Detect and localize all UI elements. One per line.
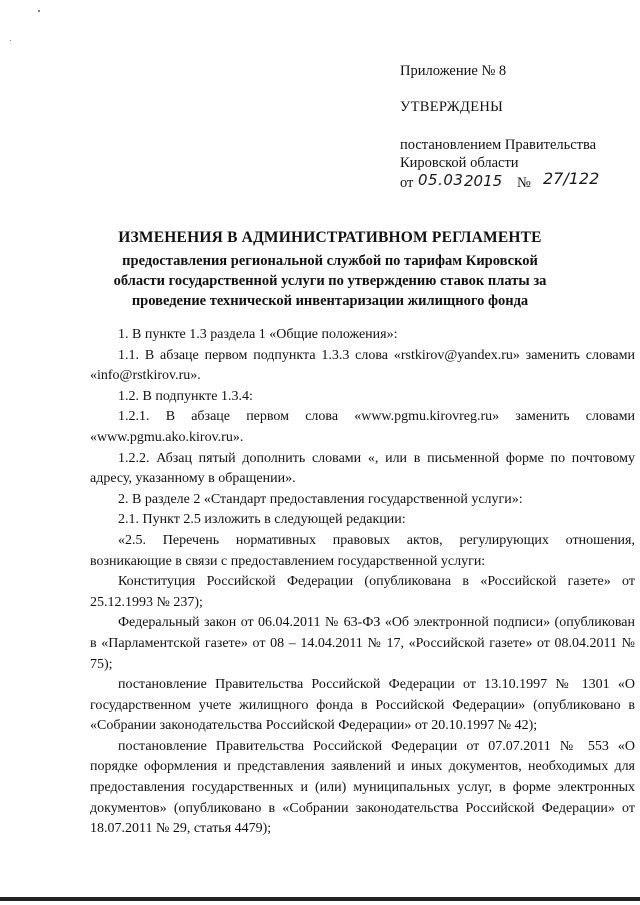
paragraph: Федеральный закон от 06.04.2011 № 63-ФЗ «Об электронной подписи» (опубликован в «Парламентской газете» от 08 – 14.04.2011 № 17, «Российской газете» от 08.04.2011 № 75); — [90, 615, 635, 672]
paragraph: постановление Правительства Российской Федерации от 07.07.2011 № 553 «О порядке оформления и представления заявлений и иных документов, необходимых для предоставления государственных и (или) муниципальных услуг, в форме электронных документов» (опубликовано в «Собрании законодательства Российской Федерации» от 18.07.2011 № 29, статья 4479); — [90, 738, 635, 837]
paragraph: 1.1. В абзаце первом подпункта 1.3.3 слова «rstkirov@yandex.ru» заменить словами «info@rstkirov.ru». — [90, 347, 635, 384]
appendix-number: Приложение № 8 — [400, 63, 507, 79]
title-main: ИЗМЕНЕНИЯ В АДМИНИСТРАТИВНОМ РЕГЛАМЕНТЕ — [118, 229, 542, 246]
paragraph: 1. В пункте 1.3 раздела 1 «Общие положения»: — [118, 327, 398, 342]
paragraph: постановление Правительства Российской Федерации от 13.10.1997 № 1301 «О государственном учете жилищного фонда в Российской Федерации» (опубликовано в «Собрании законодательства Российской Федерации» от 20.10.1997 № 42); — [90, 677, 635, 734]
number-prefix: № — [517, 175, 531, 191]
date-prefix: от — [400, 175, 414, 191]
paragraph: 2.1. Пункт 2.5 изложить в следующей редакции: — [118, 512, 406, 528]
scan-speck — [10, 40, 11, 41]
document-body — [90, 325, 635, 840]
handwritten-date: 05.03 — [418, 171, 464, 189]
paragraph: «2.5. Перечень нормативных правовых актов, регулирующих отношения, возникающие в связи с предоставлением государственной услуги: — [90, 532, 635, 569]
handwritten-number: 27/122 — [543, 169, 600, 188]
paragraph: 2. В разделе 2 «Стандарт предоставления государственной услуги»: — [118, 491, 523, 507]
paragraph: 1.2.1. В абзаце первом слова «www.pgmu.kirovreg.ru» заменить словами «www.pgmu.ako.kirov.ru». — [90, 409, 635, 445]
paragraph: 1.2. В подпункте 1.3.4: — [118, 388, 253, 404]
decree-line-2: Кировской области — [400, 155, 519, 171]
approved-label: УТВЕРЖДЕНЫ — [400, 99, 504, 115]
decree-date-number — [400, 169, 630, 194]
decree-line-1: постановлением Правительства — [400, 137, 597, 153]
paragraph: 1.2.2. Абзац пятый дополнить словами «, или в письменной форме по почтовому адресу, указанному в обращении». — [90, 450, 635, 487]
handwritten-year: 2015 — [464, 172, 503, 190]
title-sub: предоставления региональной службой по тарифам Кировской области государственной услуги по утверждению ставок платы за проведение технической инвентаризации жилищного фонда — [113, 253, 547, 309]
paragraph: Конституция Российской Федерации (опубликована в «Российской газете» от 25.12.1993 № 237); — [90, 574, 635, 610]
scan-speck — [38, 10, 40, 12]
document-title — [100, 228, 560, 311]
bottom-scan-edge — [0, 897, 640, 901]
approval-block — [400, 62, 630, 194]
